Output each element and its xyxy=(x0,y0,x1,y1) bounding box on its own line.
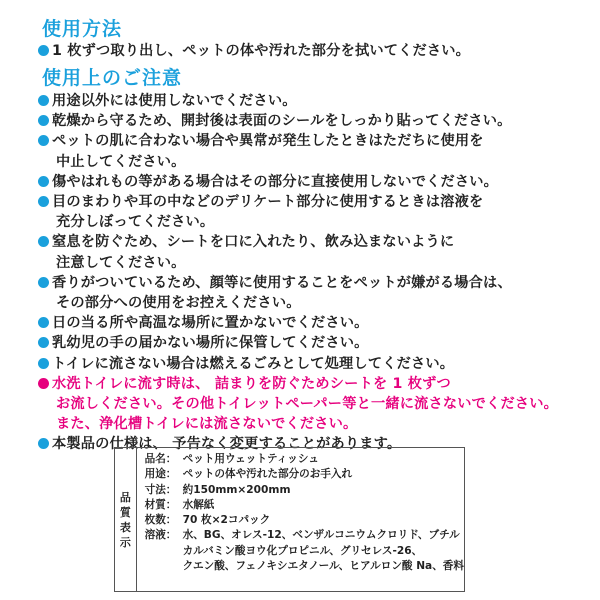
caution-item xyxy=(38,91,586,111)
caution-item xyxy=(38,374,586,394)
bullet-icon xyxy=(38,438,49,449)
spec-row xyxy=(145,483,464,498)
bullet-icon xyxy=(38,176,49,187)
caution-text: トイレに流さない場合は燃えるごみとして処理してください。 xyxy=(52,355,455,372)
bullet-icon xyxy=(38,337,49,348)
bullet-icon xyxy=(38,358,49,369)
caution-item-continued: お流しください。その他トイレットペーパー等と一緒に流さないでください。 xyxy=(56,396,559,412)
caution-text: 乾燥から守るため、開封後は表面のシールをしっかり貼ってください。 xyxy=(52,113,512,130)
spec-value: 70 枚×2コパック xyxy=(182,514,271,527)
spec-key: 溶液： xyxy=(144,529,177,542)
caution-item xyxy=(38,333,586,353)
spec-value: ペットの体や汚れた部分のお手入れ xyxy=(182,468,353,481)
bullet-icon xyxy=(38,236,49,247)
caution-text: 香りがついているため、顔等に使用することをペットが嫌がる場合は、 xyxy=(52,274,512,291)
spec-solution-continued: カルバミン酸ヨウ化プロピニル、グリセレス-26、 xyxy=(182,544,423,557)
caution-text: 本製品の仕様は、 予告なく変更することがあります。 xyxy=(52,436,402,453)
spec-label-char: 質 xyxy=(119,505,131,519)
bullet-icon xyxy=(38,135,49,146)
bullet-icon xyxy=(38,277,49,288)
spec-key: 寸法： xyxy=(144,483,177,496)
spec-row xyxy=(145,498,464,513)
spec-row xyxy=(145,513,464,528)
caution-item-continued: 充分しぼってください。 xyxy=(56,214,215,231)
bullet-icon xyxy=(38,95,49,106)
spec-rows xyxy=(137,448,464,591)
spec-box xyxy=(114,447,465,592)
spec-label-char: 品 xyxy=(119,490,131,504)
caution-item xyxy=(38,273,586,293)
spec-label-char: 示 xyxy=(119,535,131,549)
caution-text: 乳幼児の手の届かない場所に保管してください。 xyxy=(52,335,369,352)
caution-item xyxy=(38,354,586,374)
caution-text: 水洗トイレに流す時は、 詰まりを防ぐためシートを 1 枚ずつ xyxy=(52,375,451,392)
caution-item-continued: その部分への使用をお控えください。 xyxy=(56,295,301,311)
caution-item xyxy=(38,111,586,131)
spec-label-char: 表 xyxy=(119,520,131,534)
caution-item xyxy=(38,172,586,192)
spec-key: 用途： xyxy=(144,468,177,481)
usage-heading: 使用方法 xyxy=(42,18,123,40)
bullet-icon xyxy=(38,196,49,207)
spec-row xyxy=(145,528,464,543)
caution-text: 傷やはれもの等がある場合はその部分に直接使用しないでください。 xyxy=(52,173,499,190)
caution-item xyxy=(38,131,586,151)
caution-item-continued: 中止してください。 xyxy=(56,153,186,170)
spec-key: 材質： xyxy=(144,498,177,511)
spec-value: ペット用ウェットティッシュ xyxy=(182,453,319,465)
bullet-icon xyxy=(38,45,49,56)
usage-text-content: 1 枚ずつ取り出し、ペットの体や汚れた部分を拭いてください。 xyxy=(52,43,471,59)
usage-text xyxy=(38,41,586,61)
caution-text: 日の当る所や高温な場所に置かないでください。 xyxy=(52,315,369,332)
caution-item xyxy=(38,192,586,212)
spec-solution-continued: クエン酸、フェノキシエタノール、ヒアルロン酸 Na、香料 xyxy=(182,560,464,573)
spec-label xyxy=(115,448,137,591)
spec-row xyxy=(145,452,464,467)
caution-item xyxy=(38,232,586,252)
spec-key: 品名： xyxy=(144,453,177,465)
spec-value: 水解紙 xyxy=(182,498,215,511)
caution-text: ペットの肌に合わない場合や異常が発生したときはただちに使用を xyxy=(52,133,484,150)
spec-value: 約150mm×200mm xyxy=(182,483,291,496)
spec-value: 水、BG、オレス-12、ベンザルコニウムクロリド、ブチル xyxy=(182,529,460,542)
caution-text: 用途以外には使用しないでください。 xyxy=(52,93,297,109)
spec-key: 枚数： xyxy=(144,514,177,527)
caution-item xyxy=(38,313,586,333)
caution-text: 窒息を防ぐため、シートを口に入れたり、飲み込まないように xyxy=(52,234,455,251)
bullet-icon xyxy=(38,317,49,328)
caution-text: 目のまわりや耳の中などのデリケート部分に使用するときは溶液を xyxy=(52,194,484,210)
caution-item-continued: また、浄化槽トイレには流さないでください。 xyxy=(56,416,358,433)
caution-item-continued: 注意してください。 xyxy=(56,254,186,271)
spec-row xyxy=(145,467,464,482)
bullet-icon xyxy=(38,378,49,389)
cautions-heading: 使用上のご注意 xyxy=(42,67,183,89)
bullet-icon xyxy=(38,115,49,126)
